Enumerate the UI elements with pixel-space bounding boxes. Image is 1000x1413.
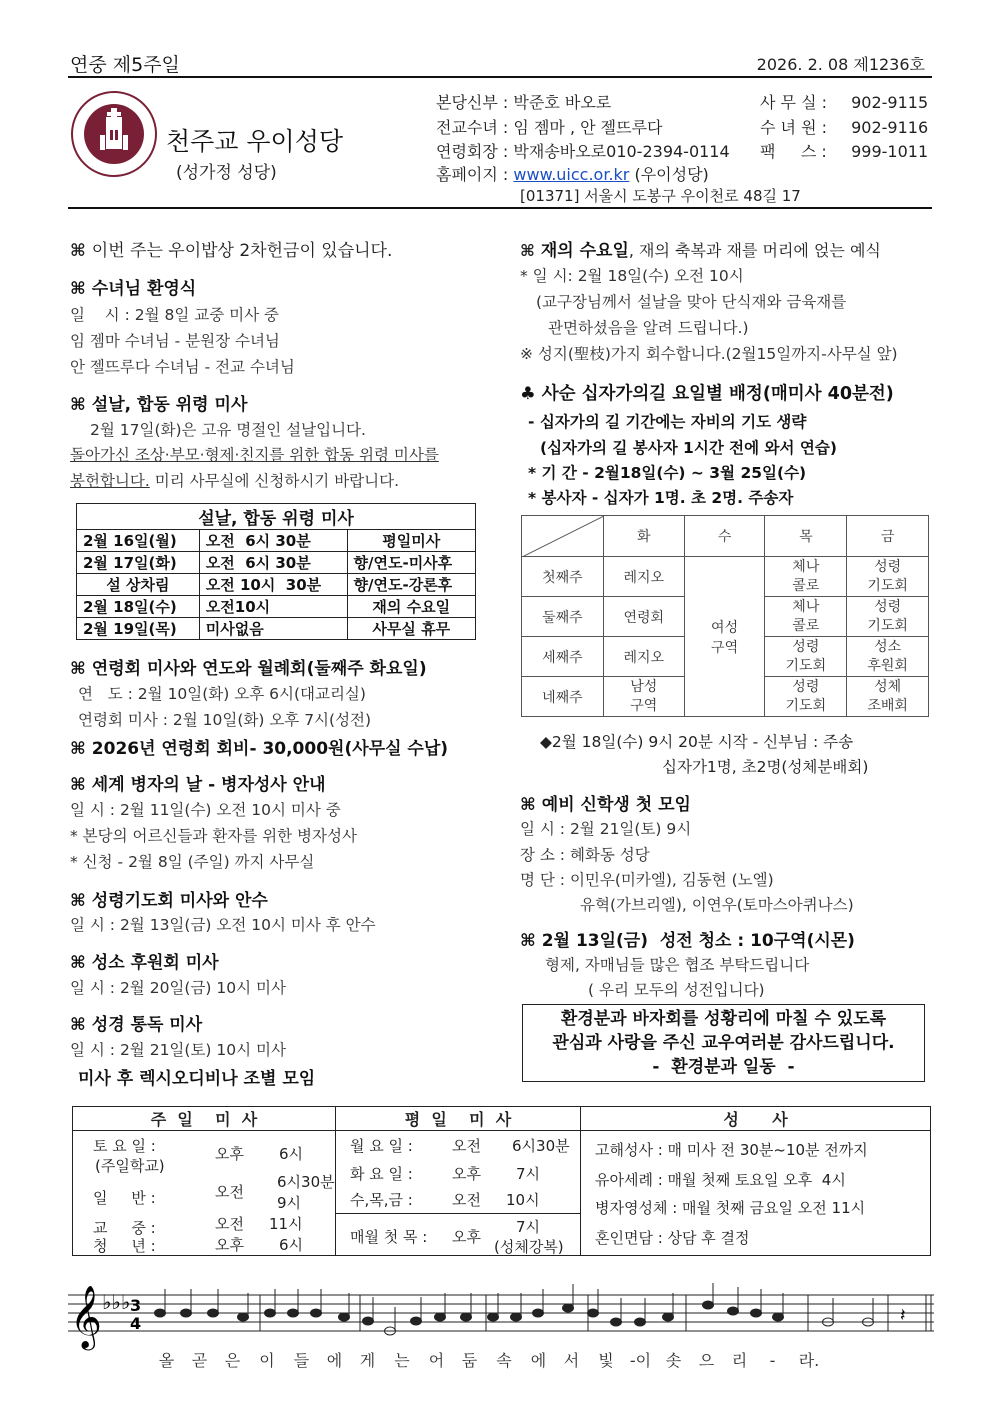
info-value: 박재송바오로010-2394-0114 xyxy=(513,142,730,161)
info-label: 팩 스 : xyxy=(760,142,827,161)
welcome-line: 일 시 : 2월 8일 교중 미사 중 xyxy=(70,306,279,324)
note-head xyxy=(728,1307,739,1315)
parish-subname: (성가정 성당) xyxy=(176,163,277,183)
bullet-mark-icon: ⌘ xyxy=(520,795,536,815)
notice-second-collection: ⌘ 이번 주는 우이밥상 2차헌금이 있습니다. xyxy=(70,241,393,261)
stations-note: ◆2월 18일(수) 9시 20분 시작 - 신부님 : 주송 xyxy=(540,733,854,751)
lyric-syllable: 솟 xyxy=(665,1351,682,1370)
weekday-mass-cell: 월 요 일 : 오전 6시30분 화 요 일 : 오후 7시 수,목,금 : 오전 10시 매월 첫 목 : 오후 7시 (성체강복) xyxy=(336,1131,581,1256)
bullet-mark-icon: ⌘ xyxy=(70,279,86,299)
section-cleaning: ⌘ 2월 13일(금) 성전 청소 : 10구역(시몬) xyxy=(520,931,855,951)
info-label: 전교수녀 : xyxy=(436,118,509,137)
info-label: 연령회장 : xyxy=(436,142,509,161)
note-head xyxy=(773,1313,784,1321)
sick-day-line: * 신청 - 2월 8일 (주일) 까지 사무실 xyxy=(70,853,315,871)
stations-schedule-table xyxy=(521,515,929,717)
notice-line: 관심과 사랑을 주신 교우여러분 감사드립니다. xyxy=(552,1033,895,1053)
parish-logo xyxy=(70,90,158,178)
lyric-syllable: 은 xyxy=(224,1351,241,1370)
stations-line: * 기 간 - 2월18일(수) ~ 3월 25일(수) xyxy=(528,464,807,482)
notes-group xyxy=(155,1283,906,1335)
note-head xyxy=(435,1313,446,1321)
bible-line: 일 시 : 2월 21일(토) 10시 미사 xyxy=(70,1041,286,1059)
lyric-syllable: - xyxy=(769,1351,776,1370)
new-year-mass-table xyxy=(76,503,476,640)
lyric-syllable: 올 xyxy=(158,1351,175,1370)
info-value: 902-9116 xyxy=(851,118,929,137)
note-head xyxy=(363,1317,374,1325)
table-row: 2월 17일(화) 오전 6시 30분 향/연도-미사후 xyxy=(77,552,476,574)
header-sunday-mass: 주 일 미 사 xyxy=(73,1107,336,1131)
note-head xyxy=(208,1309,219,1317)
note-head xyxy=(511,1313,522,1321)
section-bible-mass: ⌘ 성경 통독 미사 xyxy=(70,1015,203,1035)
info-value: 박준호 바오로 xyxy=(513,93,612,112)
homepage-name: (우이성당) xyxy=(634,165,709,184)
bullet-mark-icon: ⌘ xyxy=(70,739,86,759)
section-seminarian: ⌘ 예비 신학생 첫 모임 xyxy=(520,795,691,815)
lyric-syllable: -이 xyxy=(629,1351,652,1370)
note-head xyxy=(488,1313,499,1321)
week-title: 연중 제5주일 xyxy=(70,54,180,76)
section-stations-cross: ♣ 사순 십자가의길 요일별 배정(매미사 40분전) xyxy=(520,384,894,404)
svg-text:♭♭♭: ♭♭♭ xyxy=(102,1290,131,1314)
bible-bold-line: 미사 후 렉시오디비나 조별 모임 xyxy=(78,1069,316,1089)
note-head xyxy=(181,1309,192,1317)
bullet-mark-icon: ⌘ xyxy=(70,1015,86,1035)
info-convent xyxy=(760,115,928,138)
seminarian-line: 일 시 : 2월 21일(토) 9시 xyxy=(520,820,692,838)
hymn-lyrics xyxy=(150,1348,870,1371)
lyric-syllable: 이 xyxy=(259,1351,275,1370)
section-sick-day: ⌘ 세계 병자의 날 - 병자성사 안내 xyxy=(70,775,326,795)
new-year-line: 봉헌합니다. 미리 사무실에 신청하시기 바랍니다. xyxy=(70,472,400,490)
association-line: 연령회 미사 : 2월 10일(화) 오후 7시(성전) xyxy=(78,711,372,729)
table-row: 네째주 남성 구역 성령 기도회 성체 조배회 xyxy=(522,677,929,717)
sick-day-line: 일 시 : 2월 11일(수) 오전 10시 미사 중 xyxy=(70,801,341,819)
info-office xyxy=(760,90,928,113)
note-head xyxy=(703,1301,714,1309)
music-staff xyxy=(68,1283,934,1353)
note-head xyxy=(635,1318,646,1326)
section-spirit-prayer: ⌘ 성령기도회 미사와 안수 xyxy=(70,891,268,911)
lyric-syllable: 어 xyxy=(428,1351,445,1370)
note-head xyxy=(311,1309,322,1317)
note-head xyxy=(265,1309,276,1317)
lyric-syllable: 속 xyxy=(496,1351,512,1370)
ash-line: (교구장님께서 설날을 맞아 단식재와 금육재를 xyxy=(536,293,847,311)
svg-text:3: 3 xyxy=(130,1296,142,1315)
note-head xyxy=(663,1313,674,1321)
spirit-prayer-line: 일 시 : 2월 13일(금) 오전 10시 미사 후 안수 xyxy=(70,916,376,934)
section-ash-wednesday: ⌘ 재의 수요일, 재의 축복과 재를 머리에 얹는 예식 xyxy=(520,241,881,261)
header-fri: 금 xyxy=(847,516,929,557)
lyric-syllable: 빛 xyxy=(598,1351,614,1370)
section-association-mass: ⌘ 연령회 미사와 연도와 월례회(둘째주 화요일) xyxy=(70,659,427,679)
header-thu: 목 xyxy=(765,516,847,557)
sunday-mass-cell: 토 요 일 : (주일학교) 오후 6시 일 반 : 오전 6시30분 9시 교 중 : 오전 11시 청 년 : 오후 6시 xyxy=(73,1131,336,1256)
header-weekday-mass: 평 일 미 사 xyxy=(336,1107,581,1131)
seminarian-line: 장 소 : 혜화동 성당 xyxy=(520,846,650,864)
lyric-syllable: 서 xyxy=(563,1351,580,1370)
info-fax xyxy=(760,139,928,162)
header-tue: 화 xyxy=(603,516,684,557)
lyric-syllable: 에 xyxy=(326,1351,343,1370)
mass-schedule-table xyxy=(72,1106,931,1256)
homepage-link[interactable]: www.uicc.or.kr xyxy=(513,165,630,184)
new-year-line: 돌아가신 조상·부모·형제·친지를 위한 합동 위령 미사를 xyxy=(70,446,439,464)
notice-line: 환경분과 바자회를 성황리에 마칠 수 있도록 xyxy=(560,1009,887,1029)
stations-line: (십자가의 길 봉사자 1시간 전에 와서 연습) xyxy=(540,439,837,457)
stations-line: * 봉사자 - 십자가 1명. 초 2명. 주송자 xyxy=(528,489,794,507)
table-row: 2월 16일(월) 오전 6시 30분 평일미사 xyxy=(77,530,476,552)
header-wed: 수 xyxy=(684,516,765,557)
notice-line: - 환경분과 일동 - xyxy=(652,1057,795,1077)
ash-line: * 일 시: 2월 18일(수) 오전 10시 xyxy=(520,267,744,285)
info-value: 902-9115 xyxy=(851,93,929,112)
thanks-notice-box xyxy=(522,1004,925,1082)
note-head xyxy=(238,1313,249,1321)
seminarian-line: 명 단 : 이민우(미카엘), 김동현 (노엘) xyxy=(520,871,774,889)
bullet-mark-icon: ⌘ xyxy=(70,241,86,261)
lyric-syllable: 들 xyxy=(293,1351,310,1370)
stations-note: 십자가1명, 초2명(성체분배회) xyxy=(662,758,869,776)
section-vocation-mass: ⌘ 성소 후원회 미사 xyxy=(70,953,219,973)
club-icon: ♣ xyxy=(520,384,536,404)
table-row: 2월 18일(수) 오전10시 재의 수요일 xyxy=(77,596,476,618)
ash-line: ※ 성지(聖枝)가지 회수합니다.(2월15일까지-사무실 앞) xyxy=(520,345,898,363)
cleaning-line: ( 우리 모두의 성전입니다) xyxy=(588,981,765,999)
bullet-mark-icon: ⌘ xyxy=(70,395,86,415)
note-head xyxy=(461,1313,472,1321)
welcome-line: 임 젬마 수녀님 - 분원장 수녀님 xyxy=(70,332,280,350)
table-row: 첫째주 레지오 여성 구역 체나 콜로 성령 기도회 xyxy=(522,557,929,597)
svg-text:4: 4 xyxy=(130,1314,142,1333)
info-label: 사 무 실 : xyxy=(760,93,828,112)
table-row: 둘째주 연령회 체나 콜로 성령 기도회 xyxy=(522,597,929,637)
cleaning-line: 형제, 자매님들 많은 협조 부탁드립니다 xyxy=(545,956,810,974)
table-row: 설 상차림 오전 10시 30분 향/연도-강론후 xyxy=(77,574,476,596)
info-label: 수 녀 원 : xyxy=(760,118,828,137)
header-rule xyxy=(68,76,932,78)
association-line: 연 도 : 2월 10일(화) 오후 6시(대교리실) xyxy=(78,685,366,703)
lyric-syllable: 라. xyxy=(798,1351,820,1370)
lyric-syllable: 게 xyxy=(359,1351,376,1370)
ash-line: 관면하셨음을 알려 드립니다.) xyxy=(548,319,749,337)
header-bottom-rule xyxy=(68,207,932,209)
info-label: 홈페이지 : xyxy=(436,165,509,184)
info-pastor xyxy=(436,90,611,113)
note-head xyxy=(155,1309,166,1317)
parish-name: 천주교 우이성당 xyxy=(166,127,343,156)
note-head xyxy=(411,1317,422,1325)
info-value: 임 젬마 , 안 젤뜨루다 xyxy=(513,118,663,137)
lyric-syllable: 으 xyxy=(698,1351,715,1370)
stations-line: - 십자가의 길 기간에는 자비의 기도 생략 xyxy=(528,413,807,431)
table-corner xyxy=(522,516,604,557)
diagonal-line xyxy=(522,516,604,557)
lyric-syllable: 는 xyxy=(394,1351,410,1370)
bullet-mark-icon: ⌘ xyxy=(70,659,86,679)
table-row: 2월 19일(목) 미사없음 사무실 휴무 xyxy=(77,618,476,640)
sacraments-cell: 고해성사 : 매 미사 전 30분~10분 전까지 유아세례 : 매월 첫째 토요일 오후 4시 병자영성체 : 매월 첫째 금요일 오전 11시 혼인면담 : 상담 후 결정 xyxy=(581,1131,931,1256)
header-sacraments: 성 사 xyxy=(581,1107,931,1131)
new-year-line: 2월 17일(화)은 고유 명절인 설날입니다. xyxy=(90,421,366,439)
lyric-syllable: 곧 xyxy=(191,1351,208,1370)
bullet-mark-icon: ⌘ xyxy=(520,241,535,260)
date-issue: 2026. 2. 08 제1236호 xyxy=(756,55,925,74)
info-value: 999-1011 xyxy=(851,142,929,161)
wed-all-cell: 여성 구역 xyxy=(684,557,765,717)
lyric-syllable: 리 xyxy=(731,1351,748,1370)
info-address: [01371] 서울시 도봉구 우이천로 48길 17 xyxy=(520,187,801,205)
section-new-year-mass: ⌘ 설날, 합동 위령 미사 xyxy=(70,395,248,415)
section-welcome: ⌘ 수녀님 환영식 xyxy=(70,279,197,299)
note-head xyxy=(751,1309,762,1317)
note-head xyxy=(563,1304,574,1312)
lyric-syllable: 둠 xyxy=(461,1351,478,1370)
note-head xyxy=(588,1309,599,1317)
info-sisters xyxy=(436,115,662,138)
welcome-line: 안 젤뜨루다 수녀님 - 전교 수녀님 xyxy=(70,358,295,376)
info-association xyxy=(436,139,730,162)
note-head xyxy=(611,1318,622,1326)
vocation-line: 일 시 : 2월 20일(금) 10시 미사 xyxy=(70,979,286,997)
sick-day-line: * 본당의 어르신들과 환자를 위한 병자성사 xyxy=(70,827,357,845)
table-title: 설날, 합동 위령 미사 xyxy=(77,504,476,530)
section-membership-fee: ⌘ 2026년 연령회 회비- 30,000원(사무실 수납) xyxy=(70,739,449,759)
bullet-mark-icon: ⌘ xyxy=(70,891,86,911)
table-row: 세째주 레지오 성령 기도회 성소 후원회 xyxy=(522,637,929,677)
bullet-mark-icon: ⌘ xyxy=(70,775,86,795)
treble-clef-icon: 𝄞 xyxy=(70,1285,102,1348)
rest-icon: 𝄽 xyxy=(900,1305,906,1326)
bullet-mark-icon: ⌘ xyxy=(520,931,536,951)
seminarian-line: 유혁(가브리엘), 이연우(토마스아퀴나스) xyxy=(580,896,854,914)
note-head xyxy=(339,1313,350,1321)
info-label: 본당신부 : xyxy=(436,93,509,112)
note-head xyxy=(288,1309,299,1317)
bullet-mark-icon: ⌘ xyxy=(70,953,86,973)
note-head xyxy=(533,1309,544,1317)
lyric-syllable: 에 xyxy=(530,1351,547,1370)
info-homepage xyxy=(436,162,709,185)
